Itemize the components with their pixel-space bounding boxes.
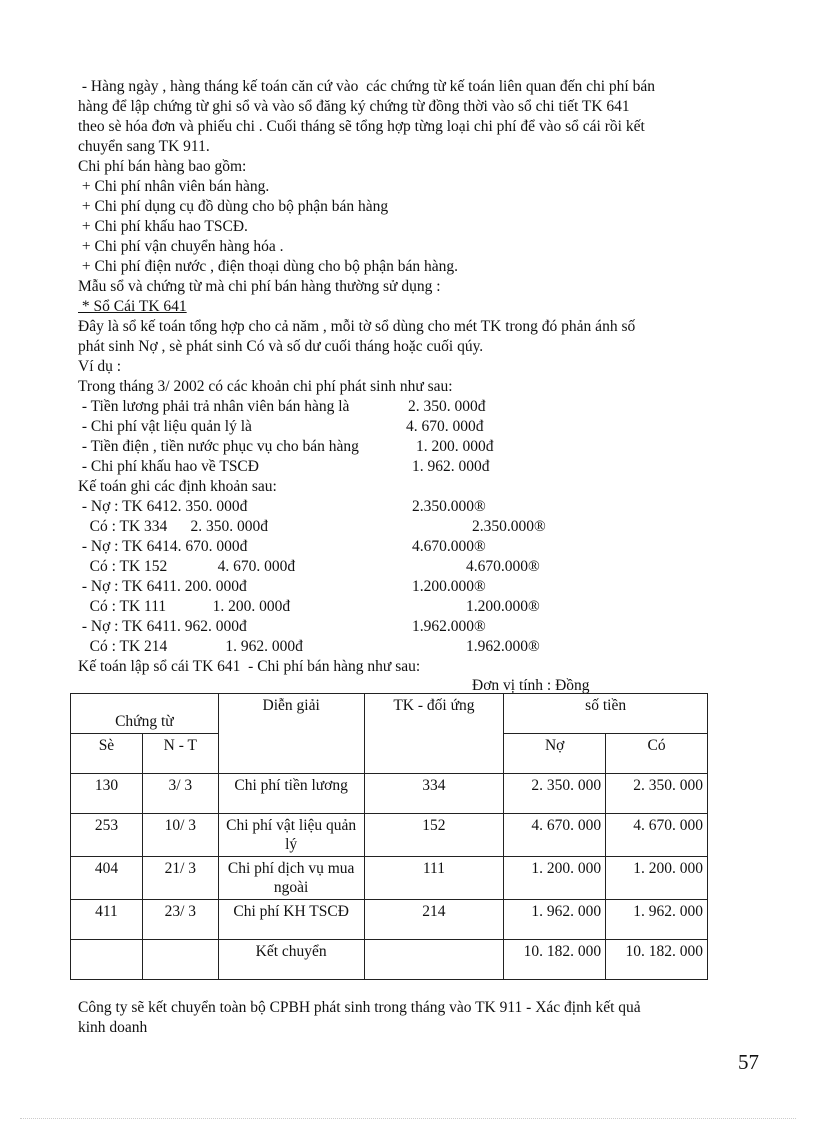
list-item: + Chi phí vận chuyển hàng hóa . <box>78 238 284 255</box>
cell-empty <box>364 940 504 980</box>
entry-text: - Nợ : TK 6411. 962. 000đ <box>78 618 247 635</box>
cell-co: 1. 962. 000 <box>606 900 708 940</box>
expense-label: - Chi phí vật liệu quản lý là <box>78 418 252 435</box>
cell-co: 1. 200. 000 <box>606 857 708 900</box>
cell-so: 130 <box>71 774 143 814</box>
ledger-table <box>70 693 708 980</box>
footer-divider <box>20 1118 796 1119</box>
cell-so: 411 <box>71 900 143 940</box>
list-item: + Chi phí điện nước , điện thoại dùng cho bộ phận bán hàng. <box>78 258 459 275</box>
total-row <box>71 940 708 980</box>
intro-line: Chi phí bán hàng bao gồm: <box>78 158 247 175</box>
list-item: + Chi phí khấu hao TSCĐ. <box>78 218 248 235</box>
closing-line: Công ty sẽ kết chuyển toàn bộ CPBH phát sinh trong tháng vào TK 911 - Xác định kết quả <box>78 999 641 1016</box>
header-diengiai: Diễn giải <box>218 694 364 774</box>
entry-text: - Nợ : TK 6414. 670. 000đ <box>78 538 248 555</box>
cell-no: 2. 350. 000 <box>504 774 606 814</box>
expense-amount: 4. 670. 000đ <box>406 418 484 435</box>
intro-line: hàng để lập chứng từ ghi sổ và vào sổ đăng ký chứng từ đồng thời vào sổ chi tiết TK 641 <box>78 98 630 115</box>
cell-empty <box>142 940 218 980</box>
entry-amount: 2.350.000® <box>412 498 486 515</box>
header-no: Nợ <box>504 734 606 774</box>
table-row <box>71 774 708 814</box>
expense-label: - Tiền lương phải trả nhân viên bán hàng là <box>78 398 350 415</box>
expense-label: - Tiền điện , tiền nước phục vụ cho bán hàng <box>78 438 359 455</box>
cell-tk: 214 <box>364 900 504 940</box>
entry-text: - Nợ : TK 6411. 200. 000đ <box>78 578 247 595</box>
entry-amount: 1.200.000® <box>412 578 486 595</box>
cell-no: 1. 962. 000 <box>504 900 606 940</box>
cell-diengiai: Chi phí tiền lương <box>218 774 364 814</box>
entry-amount: 4.670.000® <box>412 538 486 555</box>
entry-amount: 4.670.000® <box>466 558 540 575</box>
cell-diengiai: Chi phí vật liệu quản lý <box>218 814 364 857</box>
total-co: 10. 182. 000 <box>606 940 708 980</box>
cell-nt: 21/ 3 <box>142 857 218 900</box>
table-row <box>71 814 708 857</box>
list-item: + Chi phí dụng cụ đồ dùng cho bộ phận bán hàng <box>78 198 389 215</box>
entry-text: Có : TK 152 4. 670. 000đ <box>78 558 296 575</box>
header-so: Sè <box>71 734 143 774</box>
section-body-line: Đây là sổ kế toán tổng hợp cho cả năm , mỗi tờ sổ dùng cho mét TK trong đó phản ánh số <box>78 318 636 335</box>
section-heading: * Sổ Cái TK 641 <box>78 298 187 315</box>
table-row <box>71 857 708 900</box>
unit-label: Đơn vị tính : Đồng <box>472 677 590 694</box>
header-nt: N - T <box>142 734 218 774</box>
expense-amount: 1. 200. 000đ <box>416 438 494 455</box>
cell-diengiai: Chi phí KH TSCĐ <box>218 900 364 940</box>
entry-amount: 1.962.000® <box>412 618 486 635</box>
cell-no: 1. 200. 000 <box>504 857 606 900</box>
intro-line: - Hàng ngày , hàng tháng kế toán căn cứ vào các chứng từ kế toán liên quan đến chi phí bán <box>78 78 655 95</box>
header-chungtu: Chứng từ <box>71 694 219 734</box>
total-no: 10. 182. 000 <box>504 940 606 980</box>
cell-tk: 111 <box>364 857 504 900</box>
cell-nt: 10/ 3 <box>142 814 218 857</box>
cell-diengiai: Chi phí dịch vụ mua ngoài <box>218 857 364 900</box>
list-item: + Chi phí nhân viên bán hàng. <box>78 178 270 195</box>
cell-tk: 334 <box>364 774 504 814</box>
cell-so: 253 <box>71 814 143 857</box>
entry-text: Có : TK 334 2. 350. 000đ <box>78 518 269 535</box>
cell-nt: 23/ 3 <box>142 900 218 940</box>
entry-amount: 1.962.000® <box>466 638 540 655</box>
section-body-line: phát sinh Nợ , sè phát sinh Có và số dư cuối tháng hoặc cuối qúy. <box>78 338 484 355</box>
entry-amount: 2.350.000® <box>472 518 546 535</box>
cell-tk: 152 <box>364 814 504 857</box>
total-label: Kết chuyển <box>218 940 364 980</box>
intro-line: chuyển sang TK 911. <box>78 138 210 155</box>
entry-text: Có : TK 214 1. 962. 000đ <box>78 638 303 655</box>
intro-line: Mẫu sổ và chứng từ mà chi phí bán hàng thường sử dụng : <box>78 278 441 295</box>
header-sotien: số tiền <box>504 694 708 734</box>
expense-label: - Chi phí khấu hao về TSCĐ <box>78 458 259 475</box>
header-tk: TK - đối ứng <box>364 694 504 774</box>
cell-nt: 3/ 3 <box>142 774 218 814</box>
entries-intro: Kế toán ghi các định khoản sau: <box>78 478 277 495</box>
cell-no: 4. 670. 000 <box>504 814 606 857</box>
closing-line: kinh doanh <box>78 1019 148 1036</box>
cell-co: 4. 670. 000 <box>606 814 708 857</box>
cell-so: 404 <box>71 857 143 900</box>
expense-amount: 1. 962. 000đ <box>412 458 490 475</box>
expense-amount: 2. 350. 000đ <box>408 398 486 415</box>
section-body-line: Ví dụ : <box>78 358 122 375</box>
section-body-line: Trong tháng 3/ 2002 có các khoản chi phí phát sinh như sau: <box>78 378 453 395</box>
ledger-intro: Kế toán lập sổ cái TK 641 - Chi phí bán hàng như sau: <box>78 658 421 675</box>
intro-line: theo sè hóa đơn và phiếu chi . Cuối tháng sẽ tổng hợp từng loại chi phí để vào sổ cái rồi kết <box>78 118 645 135</box>
entry-text: - Nợ : TK 6412. 350. 000đ <box>78 498 248 515</box>
table-row <box>71 900 708 940</box>
entry-amount: 1.200.000® <box>466 598 540 615</box>
cell-empty <box>71 940 143 980</box>
page-number: 57 <box>738 1050 759 1074</box>
entry-text: Có : TK 111 1. 200. 000đ <box>78 598 291 615</box>
cell-co: 2. 350. 000 <box>606 774 708 814</box>
header-co: Có <box>606 734 708 774</box>
